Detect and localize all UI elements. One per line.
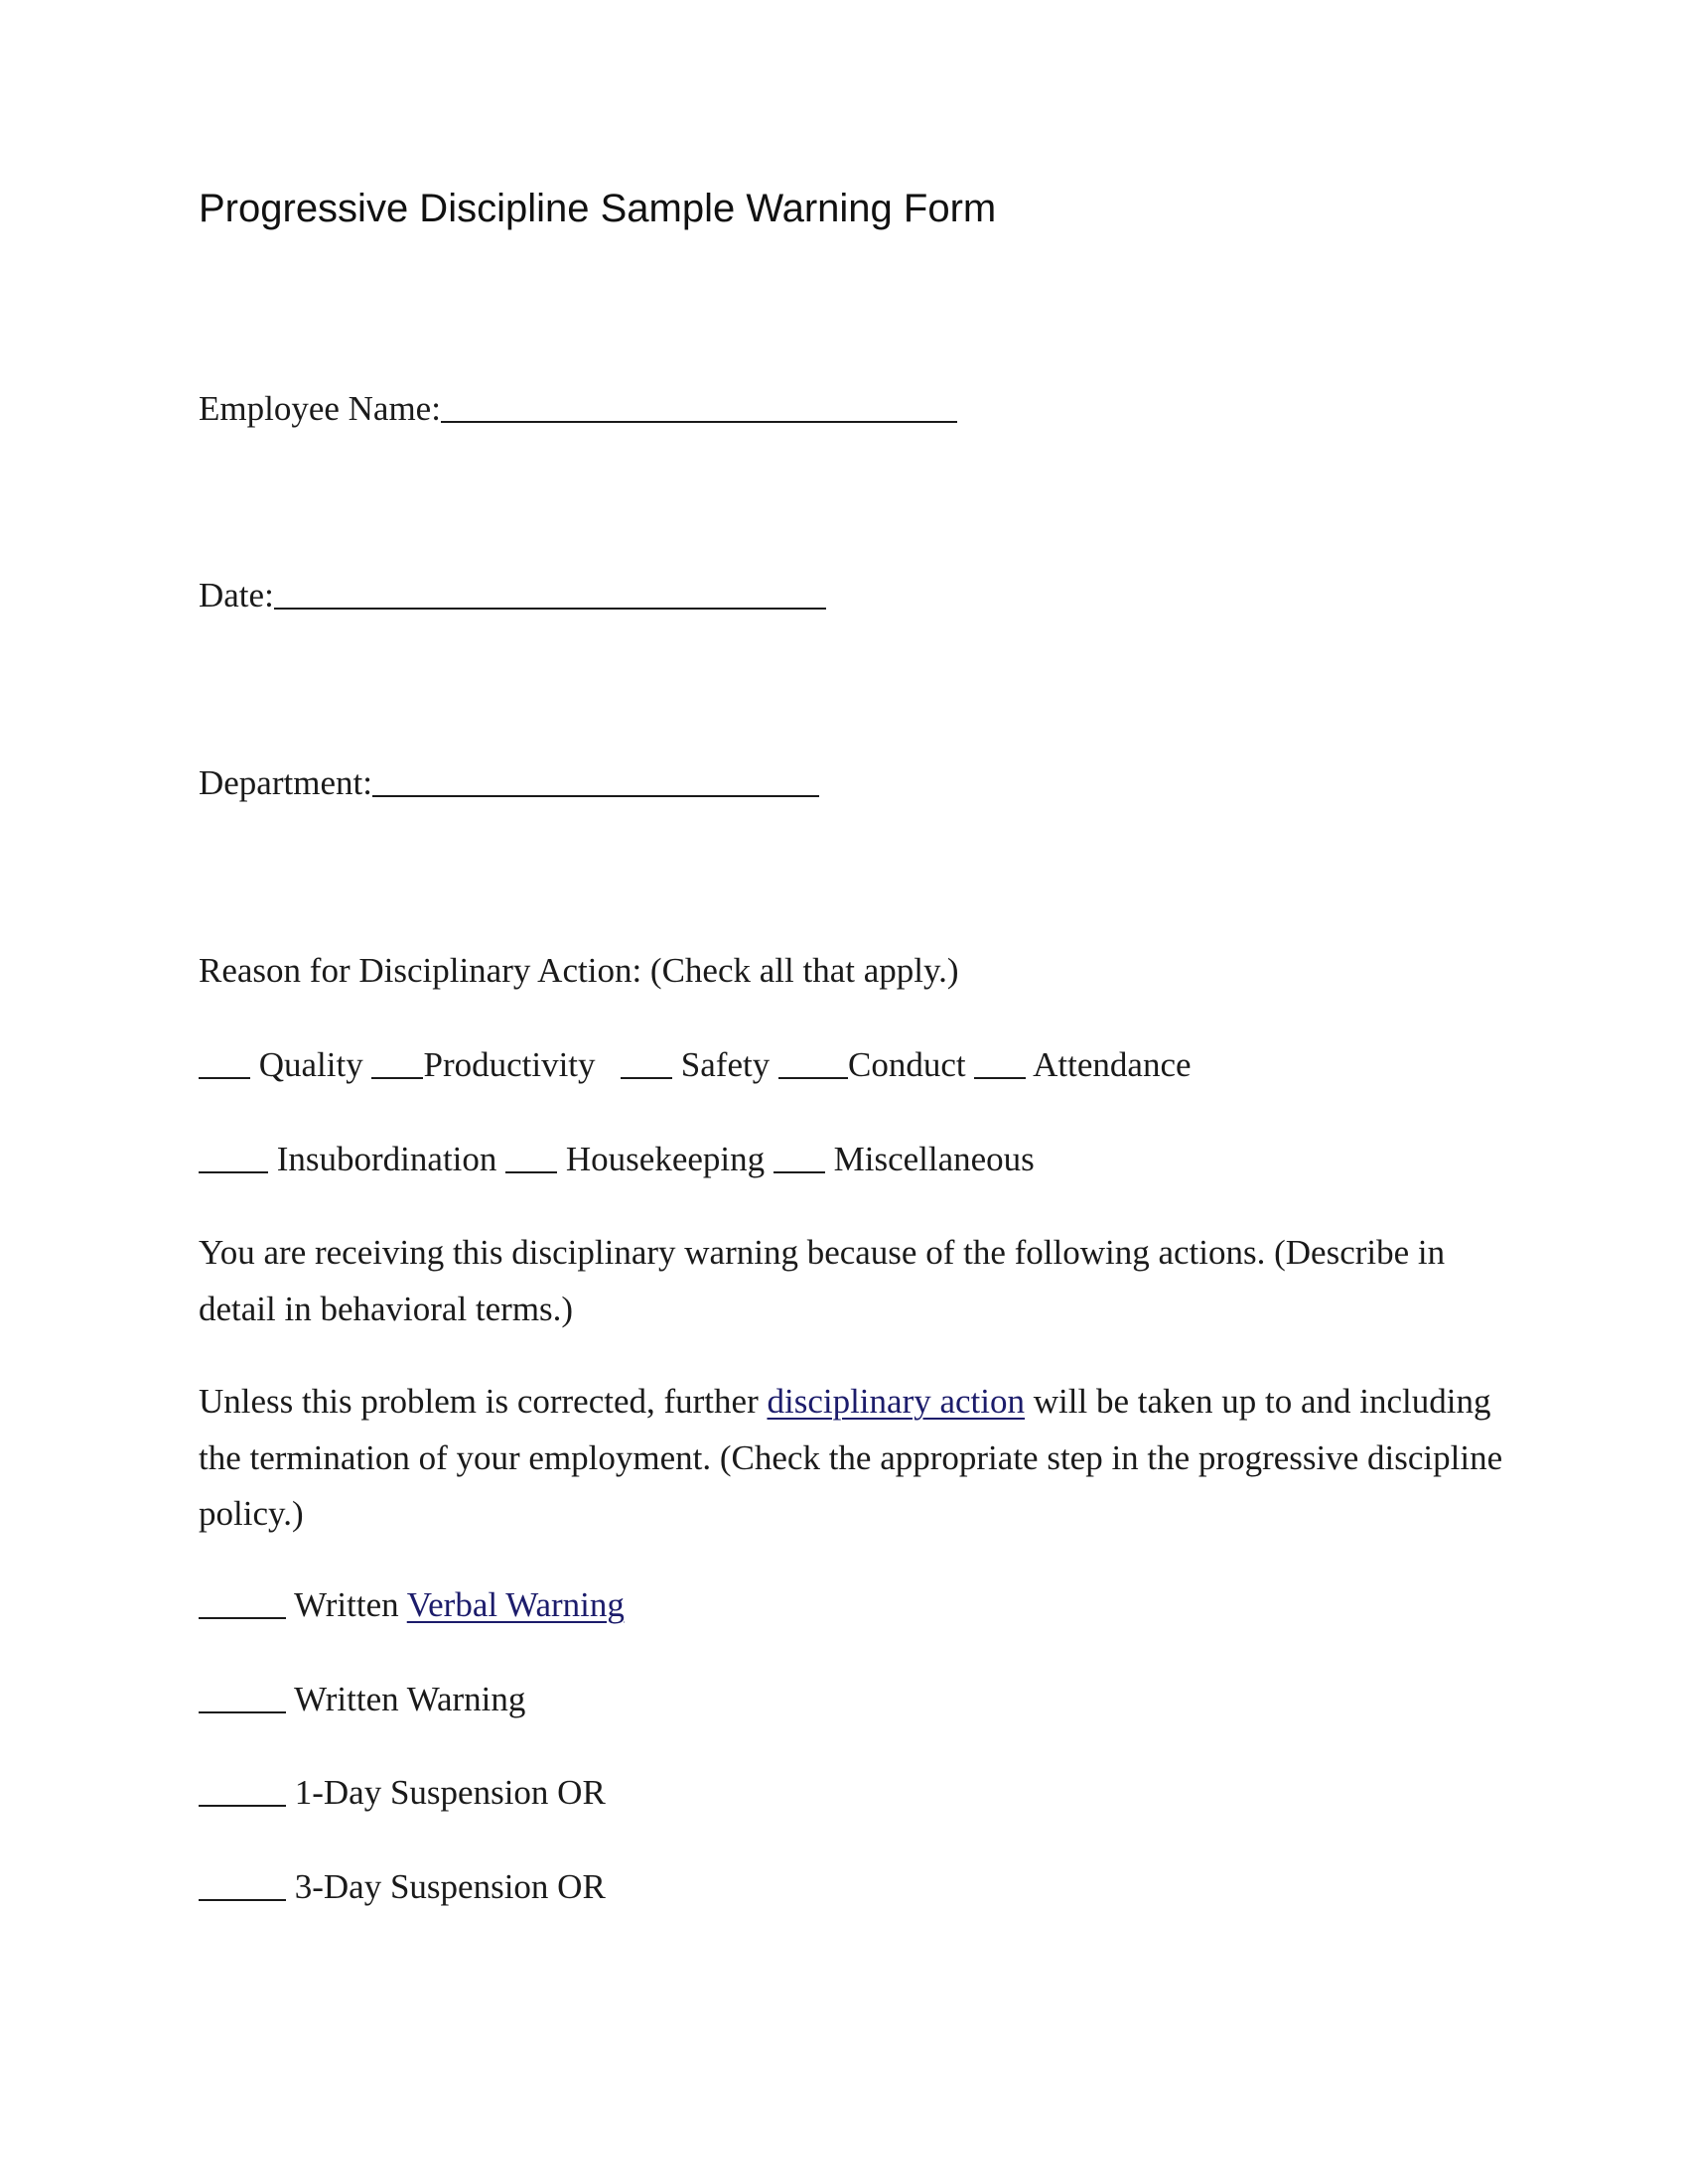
description-paragraph: You are receiving this disciplinary warning because of the following actions. (Describe in detail in behavioral terms.) xyxy=(199,1233,1446,1328)
employee-name-field[interactable] xyxy=(441,386,957,423)
3-day-suspension-label: 3-Day Suspension OR xyxy=(294,1867,606,1906)
miscellaneous-checkbox[interactable] xyxy=(774,1137,825,1173)
step-verbal-warning-row xyxy=(199,1577,625,1633)
productivity-checkbox[interactable] xyxy=(371,1042,423,1079)
department-row xyxy=(199,755,819,811)
safety-checkbox[interactable] xyxy=(621,1042,672,1079)
safety-label: Safety xyxy=(680,1045,771,1084)
step-3-day-suspension-row xyxy=(199,1859,606,1915)
consequence-paragraph xyxy=(199,1374,1509,1543)
3-day-suspension-checkbox[interactable] xyxy=(199,1864,286,1901)
insubordination-checkbox[interactable] xyxy=(199,1137,268,1173)
employee-name-row xyxy=(199,381,957,437)
department-label: Department: xyxy=(199,763,372,802)
housekeeping-checkbox[interactable] xyxy=(505,1137,557,1173)
form-title: Progressive Discipline Sample Warning Form xyxy=(199,187,997,230)
quality-checkbox[interactable] xyxy=(199,1042,250,1079)
verbal-warning-prefix: Written xyxy=(294,1585,407,1624)
insubordination-label: Insubordination xyxy=(276,1140,497,1178)
verbal-warning-link[interactable]: Verbal Warning xyxy=(406,1585,625,1624)
date-row xyxy=(199,568,826,623)
disciplinary-action-link[interactable]: disciplinary action xyxy=(767,1382,1025,1421)
written-warning-checkbox[interactable] xyxy=(199,1677,286,1713)
conduct-checkbox[interactable] xyxy=(778,1042,848,1079)
department-field[interactable] xyxy=(372,760,819,797)
consequence-text-end: will be taken up to and including the termination of your employment. (Check the appropriate step in the progressive discipline policy.) xyxy=(199,1382,1503,1533)
reason-options-row-2 xyxy=(199,1132,1035,1187)
reason-heading: Reason for Disciplinary Action: (Check all that apply.) xyxy=(199,951,959,990)
miscellaneous-label: Miscellaneous xyxy=(833,1140,1035,1178)
1-day-suspension-label: 1-Day Suspension OR xyxy=(294,1773,606,1812)
quality-label: Quality xyxy=(258,1045,363,1084)
housekeeping-label: Housekeeping xyxy=(565,1140,766,1178)
verbal-warning-checkbox[interactable] xyxy=(199,1582,286,1619)
1-day-suspension-checkbox[interactable] xyxy=(199,1770,286,1807)
reason-options-row-1 xyxy=(199,1037,1192,1093)
conduct-label: Conduct xyxy=(847,1045,966,1084)
attendance-checkbox[interactable] xyxy=(974,1042,1026,1079)
employee-name-label: Employee Name: xyxy=(199,389,441,428)
written-warning-label: Written Warning xyxy=(294,1680,526,1718)
step-1-day-suspension-row xyxy=(199,1765,606,1821)
attendance-label: Attendance xyxy=(1033,1045,1192,1084)
date-label: Date: xyxy=(199,576,274,614)
consequence-text-start: Unless this problem is corrected, further xyxy=(199,1382,768,1421)
step-written-warning-row xyxy=(199,1672,525,1727)
productivity-label: Productivity xyxy=(423,1045,596,1084)
date-field[interactable] xyxy=(274,573,826,610)
